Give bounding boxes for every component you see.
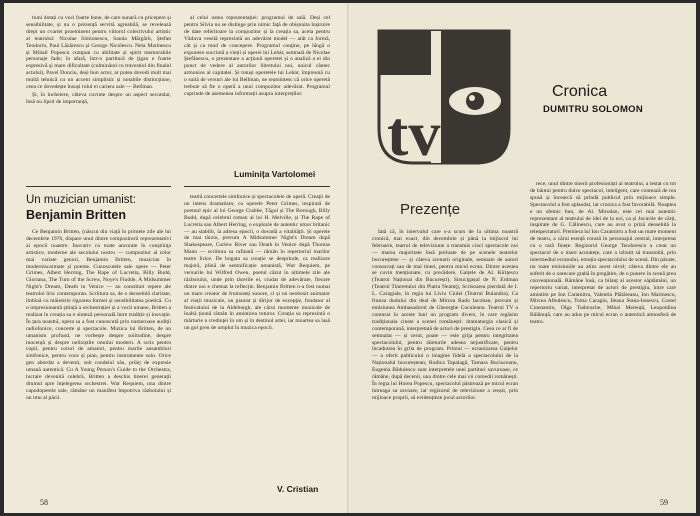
tv-logo: [375, 25, 513, 168]
left-col1-bottom: [26, 229, 171, 491]
right-col-left-text: Iată că, în intervalul care s-a scurs de la ultima noastră cronică, mai exact, din decembrie și până la mijlocul lui februarie, teatrul de televiziune a transmis cinci spectacole noi — marea majoritate însă preluate de pe scenele teatrelor bucureștene — și câteva scenarii originale, semnate de autori consacrați sau de mai tineri, pentru micul ecran. Dintre acestea se cuvin menționate, cu precădere, Gaițele de Al. Kirițescu (Teatrul Național din București), Sinucigașul de N. Erdman (Teatrul Tineretului din Piatra Neamț), Scrisoarea pierdută de I. L. Caragiale, în regia lui Liviu Ciulei (Teatrul Bulandra), Ca frunza dudului din deal de Mircea Radu Iacoban, precum și emisiunea Ambasadorul de Gheorghe Cuculeanu. Teatrul TV a conturat în aceste luni un program divers, în care regăsim tradiționala cinste a scenei românești: dramaturgia clasică și contemporană, interpretată de actori de prestigiu. Ceea ce ar fi de semnalat — și cerut, poate — este grija pentru integritatea spectacolului, pentru tăieturile adesea nejustificate, pentru încadrarea în grila de program. Primul — ecranizarea Gaițelor — a oferit publicului o imagine fidelă a spectacolului de la Naționalul bucureștean; Rodica Tapalagă, Tamara Buciuceanu, Eugenia Bădulescu sunt interpretele unei partituri savuroase, ce rămâne, după decenii, una dintre cele mai vii comedii românești. În regia lui Horea Popescu, spectacolul păstrează pe micul ecran întreaga sa savoare, iar regizorul de televiziune a reușit, prin mijloace proprii, să evidențieze jocul actorilor.: [372, 229, 518, 401]
article-headline-line2: Benjamin Britten: [26, 208, 127, 222]
right-page: [350, 3, 696, 513]
signature-vartolomei: Luminița Vartolomei: [234, 169, 316, 179]
column-title: Cronica: [552, 83, 608, 100]
left-col2-bottom: [184, 194, 330, 476]
divider-left: [26, 186, 171, 187]
divider-right: [184, 186, 330, 187]
magazine-spread: [4, 3, 696, 513]
right-col-right-text: rece, unul dintre tinerii profesioniști ai teatrului, a testat cu tot de băutui pentru dulce spectacol, inteligent, care contează de rea spusă și încearcă să prindă publicul prin mijloace simple. Spectacolul a fost aplaudat, iar cronica a fost favorabilă. Noaptea e un sfetnic bun, de Al. Mirodan, este cel mai autentic reprezentant al teatrului de idei de la noi, ca și Jocurile de cărți, inspirate de G. Călinescu, care au avut o priză deosebită la telespectatori. Premiera lui Ion Caramitru a fost un mare moment de teatru, a cărui esență constă în personajul central, interpretat cu o rară finețe. Regizorul George Teodorescu a creat un spectacol de o mare acuratețe, care a izbutit să transmită, prin intermediul ecranului, emoția spectacolului de scenă. Din păcate, nu toate emisiunile au atins acest nivel; câteva dintre ele au suferit de o oarecare grabă în pregătire, de o punere în scenă prea convențională. Rămâne însă, ca bilanț al acestor săptămâni, un repertoriu variat, interpretat de actori de prestigiu, între care amintim pe Ion Caramitru, Valentin Plătăreanu, Ion Marinescu, Mircea Albulescu, Toma Caragiu, Ileana Stana-Ionescu, Costel Constantin, Olga Tudorache, Mihai Mereuță, Leopoldina Bălănuță, care au adus pe micul ecran o autentică atmosferă de teatru.: [530, 181, 676, 326]
left-col2-top-text: al celui ostea reprezentației: programul de sală. Deși cel pentru Silvia nu se distinge prin nimic față de obișnuita înșiruire de date referitoare la compozitor și la creația sa, acela pentru Văduva veselă reprezintă un adevărat model — atât ca formă, cât și ca mod de concepere. Programul conţine, pe lângă o expunere succintă a vieții și operei lui Lehár, semnată de Nicolae Ştefănescu, o prezentare a acţiunii operetei și o analiză a ei din punct de vedere al autorilor libretului noi, unicul cântec armonios al capitalei. Și totuși operetele lui Lehár, împreună cu o suită de versuri ale lui Bellman, ne reamintesc că orice operetă trebuie să fie o operă a unui compozitor adevărat. Programul cuprinde de asemenea informații asupra interpreților.: [184, 15, 330, 97]
left-col1-top: [26, 15, 171, 176]
tv-logo-block-1: [379, 31, 431, 75]
eye-pupil-icon: [466, 92, 484, 110]
left-col1-top-text: tiuni dotați cu voci foarte bune, de care sunară cu pricepere și sensibilitate, și nu o prezență servită agreabilă, se revelează drept un cvartet proeminent pentru viitorul colectivului artistic al teatrului: Nicolae Simionescu, Sanda Mărgărit, Ștefan Teodorin, Paul Lăzărescu și George Nicolescu. Neta Marinescu și Mihail Popescu cumpun cu abilitate și spirit memorabile personaje fade; în afară, într-o partitură de ţigan e foarte expresivă și mare dificultate (culminând cu travestiul din finalul actului), Pavel Donciu, deși bun actor, ar putea dovedi mult mai multă tehnică cu un accent simplistic și notabile distincţiune, ceea ce dovedește însuși rolul ei cariera sale — Bellman.: [26, 15, 171, 91]
left-page: [4, 3, 350, 513]
left-col2-bottom-text: teatră concertele simfonice și spectacolele de operă. Creații de un intens dramatism, cu operele Peter Grimes, inspirată de poemul epic al lui George Crabbe, Tăgul și The Borough, Billy Budd, după celebrul roman al lui H. Melville, și The Rape of Lucretia sau Albert Herring, o explozie de autentic umor britanic — au stabilit, la adresa epocii, o dovadă a vitalității. Și operele de mai târziu, precum A Midsummer Night's Dream după Shakespeare, Curlew River sau Death in Venice după Thomas Mann — scriitura sa rafinată — rămân în repertoriul marilor teatre lirice. De bogata sa creație se desprinde, ca realizare majoră, plină de semnificație umanistă, War Requiem, pe versurile lui Wilfred Owen, poetul căzut în ultimele zile ale războiului, unde prin tăcerile ei, ciudat de adevărate, fiecare dintre noi e chemat la reflecție. Benjamin Britten n-a fost numai un mare creator de frumuseți sonore, ci și un neobosit animator al vieții muzicale, un pianist și dirijor de excepție, fondator al festivalului de la Aldeburgh, ale cărui momente muzicale de înaltă ținută rămân în amintirea tuturor. Creația sa reprezintă o mărturie a credinței în om și în destinul artei, iar moartea sa lasă un gol greu de umplut în muzica epocii.: [184, 194, 330, 332]
right-col-right: [530, 181, 676, 491]
page-number-right: 59: [660, 498, 668, 507]
left-col2-top: [184, 15, 330, 165]
signature-cristian: V. Cristian: [277, 484, 319, 494]
tv-logo-block-2: [441, 31, 509, 75]
column-author: DUMITRU SOLOMON: [543, 104, 644, 115]
left-col1-bottom-text: Ce Benjamin Britten, (născut din viață în primele zile ale lui decembrie 1976, dispare unul dintre compozitorii reprezentativi ai epocii noastre. Inovativ cu toate ancorate în conștiinţa artistice, moderne ale secolului nostru — compozitor al celor mai variate genuri, Benjamin Britten, muzician în moderniscarmate și poeme. Cunoscutele sale opere — Peter Grimes, Albert Herring, The Rape of Lucretia, Billy Budd, Gloriana, The Turn of the Screw, Noye's Fludde, A Midsummer Night's Dream, Death in Venice — au constituit repere ale teatrului liric contemporan. Scriitura sa, de o deosebită claritate, îmbină cu măiestrie rigoarea formei și sensibilitatea poetică. Cu o impresionantă știință a orchestrației și a vocii umane, Britten a realizat în creația sa o sinteză personală între tradiție și inovație. În țara noastră, opera sa a fost cunoscută prin numeroase audiții radiofonice, concerte și spectacole. Muzica lui Britten, de un umanism profund, ne vorbește despre solitudine, despre inocență și despre neliniștile omului modern. A scris pentru copii, pentru coruri de amatori, pentru marile ansambluri simfonice, pentru voce și pian, pentru instrumente solo. Orice gen abordat a devenit, sub condeiul său, prilej de expresie umană autentică. Cu A Young Person's Guide to the Orchestra, lucrare devenită celebră, Britten a deschis tinerei generații drumul spre înțelegerea orchestrei. War Requiem, una dintre capodoperele sale, rămâne un manifest împotriva războiului și un imn al păcii.: [26, 229, 171, 401]
left-col1-top-text-2: Și, în încheiere, câteva cuvinte despre un aspect secundar, însă nu lipsit de importanță,: [26, 91, 171, 105]
eye-highlight-icon: [469, 95, 475, 101]
tv-logo-text: tv: [387, 98, 441, 168]
right-col-left: [372, 229, 518, 491]
article-headline-line1: Un muzician umanist:: [26, 194, 136, 206]
section-title: Prezențe: [400, 201, 461, 218]
page-number-left: 58: [40, 498, 48, 507]
